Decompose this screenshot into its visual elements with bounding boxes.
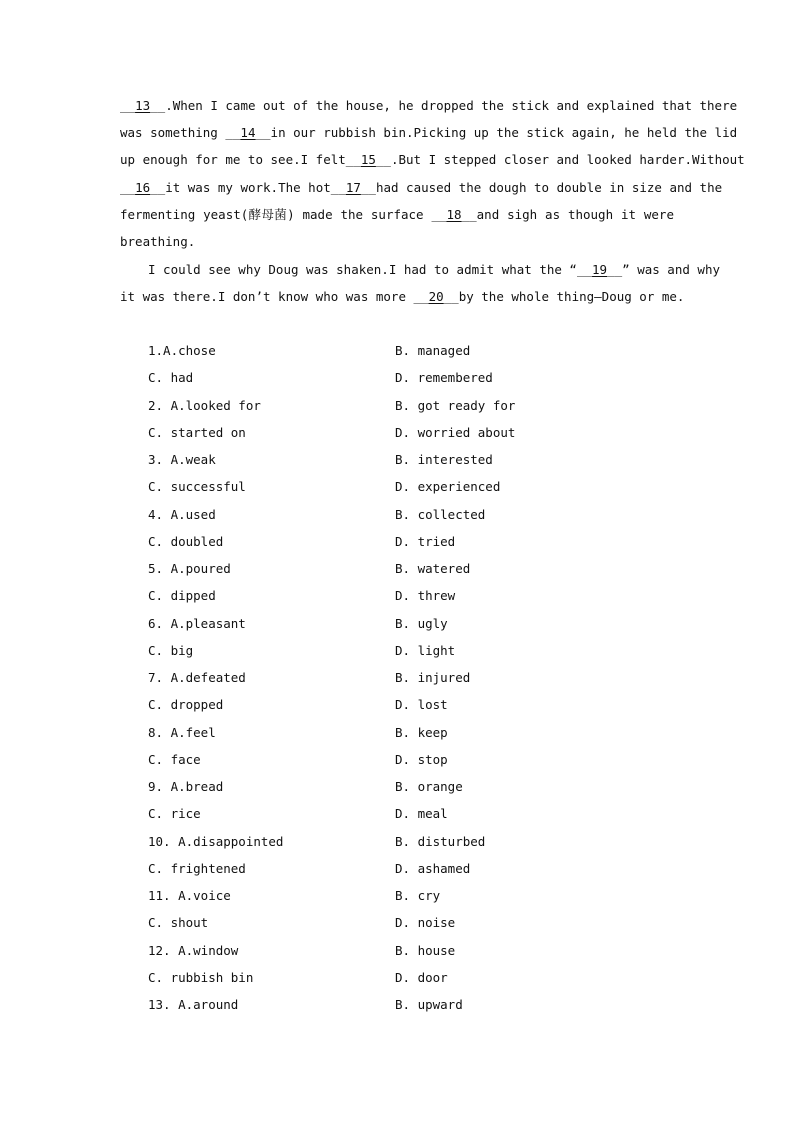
option-right: B. watered xyxy=(395,561,471,576)
blank-15: 15 xyxy=(360,152,376,167)
blank-19: 19 xyxy=(592,262,608,277)
blank-16: 16 xyxy=(135,180,151,195)
option-right: D. light xyxy=(395,642,456,658)
option-left: 6. A.pleasant xyxy=(148,615,246,631)
passage-line xyxy=(120,152,745,168)
passage-line xyxy=(120,207,674,223)
blank-suffix: __ xyxy=(255,125,271,140)
passage-text: it was my work.The hot xyxy=(165,180,331,195)
option-left: 11. A.voice xyxy=(148,888,231,903)
option-right: D. experienced xyxy=(395,479,501,495)
blank-13: 13 xyxy=(135,98,151,113)
passage-text: fermenting yeast(酵母菌) made the surface xyxy=(120,207,432,222)
option-right: B. interested xyxy=(395,452,493,467)
blank-prefix: __ xyxy=(345,152,361,167)
option-left: 12. A.window xyxy=(148,942,239,958)
option-right: D. remembered xyxy=(395,370,493,386)
passage-text: .But I stepped closer and looked harder.Without xyxy=(390,152,745,167)
blank-suffix: __ xyxy=(607,262,623,277)
option-right: B. disturbed xyxy=(395,833,486,849)
option-left: C. doubled xyxy=(148,533,224,549)
blank-17: 17 xyxy=(345,180,361,195)
blank-prefix: __ xyxy=(225,125,241,140)
blank-14: 14 xyxy=(240,125,256,140)
blank-prefix: __ xyxy=(413,289,429,304)
passage-text: by the whole thing—Doug or me. xyxy=(458,289,685,304)
passage-text: breathing. xyxy=(120,234,196,249)
passage-line xyxy=(120,98,738,114)
blank-20: 20 xyxy=(428,289,444,304)
option-right: B. cry xyxy=(395,888,441,903)
option-right: B. injured xyxy=(395,670,471,685)
passage-text: it was there.I don’t know who was more xyxy=(120,289,414,304)
option-right: D. ashamed xyxy=(395,860,471,876)
option-right: B. got ready for xyxy=(395,397,516,413)
option-left: 4. A.used xyxy=(148,506,216,522)
option-left: 7. A.defeated xyxy=(148,670,246,685)
blank-prefix: __ xyxy=(120,180,136,195)
blank-suffix: __ xyxy=(375,152,391,167)
option-left: C. frightened xyxy=(148,860,246,876)
option-left: C. dropped xyxy=(148,697,224,713)
option-right: D. door xyxy=(395,969,448,985)
passage-text: in our rubbish bin.Picking up the stick again, he held the lid xyxy=(270,125,738,140)
option-left: 10. A.disappointed xyxy=(148,833,284,849)
option-left: C. dipped xyxy=(148,588,216,604)
passage-text: .When I came out of the house, he dropped the stick and explained that there xyxy=(165,98,738,113)
option-left: C. successful xyxy=(148,479,246,495)
option-right: B. house xyxy=(395,942,456,958)
option-left: C. big xyxy=(148,642,194,658)
option-left: C. face xyxy=(148,751,201,767)
option-right: B. upward xyxy=(395,997,463,1012)
option-left: 1.A.chose xyxy=(148,343,216,358)
option-right: D. stop xyxy=(395,751,448,767)
option-left: 2. A.looked for xyxy=(148,397,261,413)
option-left: C. rubbish bin xyxy=(148,969,254,985)
passage-line xyxy=(148,262,720,278)
option-right: D. tried xyxy=(395,533,456,549)
option-left: 9. A.bread xyxy=(148,779,224,794)
option-left: C. had xyxy=(148,370,194,386)
passage-line xyxy=(120,125,738,141)
option-right: D. worried about xyxy=(395,424,516,440)
option-right: B. collected xyxy=(395,506,486,522)
option-right: B. ugly xyxy=(395,615,448,631)
option-left: C. shout xyxy=(148,915,209,931)
option-left: 5. A.poured xyxy=(148,561,231,576)
passage-line xyxy=(120,289,685,305)
blank-suffix: __ xyxy=(150,180,166,195)
blank-prefix: __ xyxy=(576,262,593,277)
blank-suffix: __ xyxy=(443,289,459,304)
blank-18: 18 xyxy=(446,207,462,222)
option-right: B. orange xyxy=(395,779,463,794)
option-left: 8. A.feel xyxy=(148,724,216,740)
blank-suffix: __ xyxy=(461,207,477,222)
blank-prefix: __ xyxy=(120,98,136,113)
blank-suffix: __ xyxy=(150,98,166,113)
passage-text: up enough for me to see.I felt xyxy=(120,152,346,167)
option-right: D. threw xyxy=(395,588,456,604)
blank-prefix: __ xyxy=(330,180,346,195)
option-right: B. managed xyxy=(395,343,471,358)
option-left: C. rice xyxy=(148,806,201,822)
passage-line xyxy=(120,234,674,250)
blank-suffix: __ xyxy=(360,180,376,195)
option-right: D. meal xyxy=(395,806,448,822)
option-right: D. lost xyxy=(395,697,448,713)
blank-prefix: __ xyxy=(431,207,447,222)
passage-text: had caused the dough to double in size and the xyxy=(375,180,723,195)
option-left: 13. A.around xyxy=(148,997,239,1012)
passage-text: I could see why Doug was shaken.I had to admit what the “ xyxy=(148,262,577,277)
option-right: D. noise xyxy=(395,915,456,931)
passage-text: ” was and why xyxy=(622,262,720,277)
option-left: 3. A.weak xyxy=(148,452,216,467)
option-right: B. keep xyxy=(395,724,448,740)
option-left: C. started on xyxy=(148,424,246,440)
passage-text: and sigh as though it were xyxy=(476,207,674,222)
passage-text: was something xyxy=(120,125,226,140)
passage-line xyxy=(120,180,723,196)
